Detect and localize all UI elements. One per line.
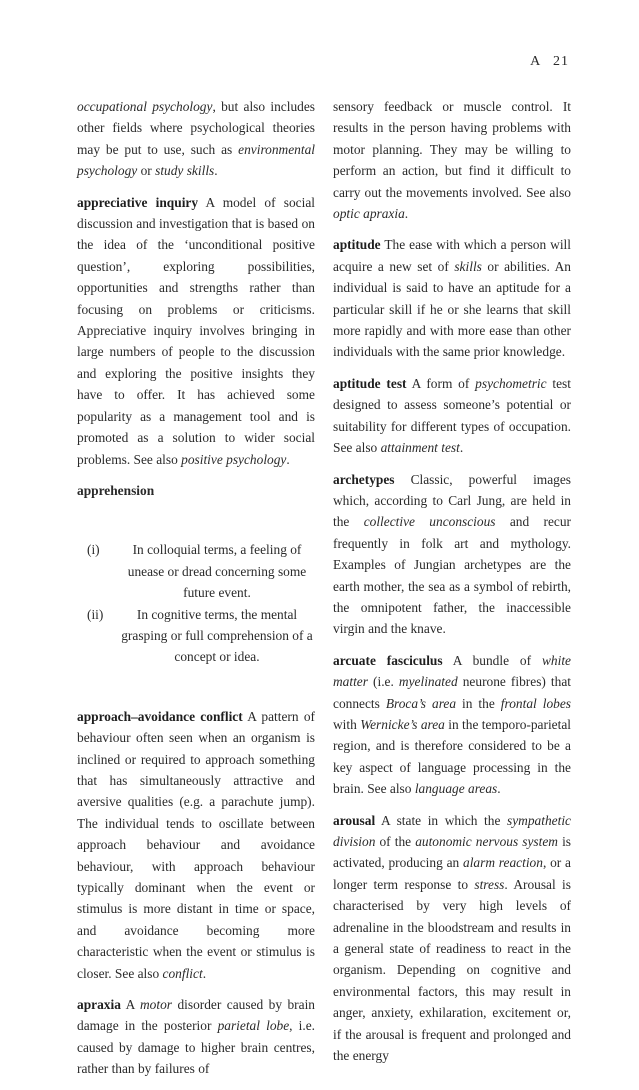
cross-reference: attainment test [380, 440, 460, 456]
definition-text: test designed to assess someone’s potential or suitability for different types of occupation. See also [333, 375, 571, 456]
cross-reference: white matter [333, 652, 571, 690]
definition-text: of the [375, 834, 416, 849]
definition-text: Classic, powerful images which, according to Carl Jung, are held in the [333, 471, 571, 530]
sense-text: In colloquial terms, a feeling of unease or dread concerning some future event. [127, 542, 307, 601]
definition-text: disorder caused by brain damage in the posterior [77, 997, 316, 1034]
definition-text: (i.e. [367, 674, 399, 690]
entry-headword: arousal [333, 812, 376, 828]
dictionary-entry [333, 650, 571, 800]
entry-headword: aptitude [333, 237, 381, 253]
entry-headword: appreciative inquiry [77, 194, 199, 210]
cross-reference: Wernicke’s area [360, 716, 445, 732]
cross-reference: Broca’s area [385, 695, 457, 711]
entry-headword: apprehension [77, 482, 155, 498]
cross-reference: environmental psychology [77, 141, 315, 179]
cross-reference: positive psychology [181, 451, 287, 467]
entry-headword: aptitude test [333, 375, 407, 391]
definition-text: neurone fibres) that connects [333, 674, 572, 711]
definition-text: . [404, 206, 409, 222]
cross-reference: alarm reaction [463, 855, 543, 871]
dictionary-entry [333, 234, 571, 362]
sense-item [77, 539, 315, 603]
cross-reference: occupational psychology [77, 99, 213, 114]
section-letter: A [530, 54, 541, 69]
definition-text: is activated, producing an [333, 834, 572, 871]
running-header [530, 54, 569, 70]
definition-text: . [214, 163, 218, 179]
entry-headword: arcuate fasciculus [333, 652, 443, 668]
definition-text: A [120, 997, 140, 1013]
entry-headword: approach–avoidance conflict [77, 708, 243, 724]
entry-headword: archetypes [333, 471, 395, 487]
dictionary-entry [333, 810, 571, 1067]
dictionary-entry [333, 373, 571, 459]
definition-text: or abilities. An individual is said to have an aptitude for a particular skill if he or she learns that skill more rapidly and with more ease than other individuals with the same prior knowledge. [333, 258, 571, 360]
definition-text: The ease with which a person will acquire a new set of [333, 237, 571, 274]
definition-text: . Arousal is characterised by very high levels of adrenaline in the bloodstream and results in a general state of readiness to react in the organism. Depending on cognitive and environmental factors, this may result in anger, anxiety, exhilaration, excitement or, if the arousal is frequent and prolonged and the energy [333, 876, 571, 1064]
right-column [333, 96, 571, 1076]
definition-text: A model of social discussion and investigation that is based on the idea of the ‘unconditional positive question’, exploring possibilities, opportunities and strengths rather than focusing on problems or criticisms. Appreciative inquiry involves bringing in large numbers of people to the discussion and exploring the positive insights they have to offer. It has achieved some popularity as a management tool and is promoted as a solution to wider social problems. See also [77, 194, 315, 467]
cross-reference: parietal lobe [217, 1018, 290, 1034]
definition-text: in the temporo-parietal region, and is therefore considered to be a key aspect of language processing in the brain. See also [333, 716, 571, 797]
definition-text: in the [456, 695, 501, 711]
dictionary-entry [77, 706, 315, 984]
cross-reference: motor [140, 997, 172, 1013]
definition-text: . [459, 440, 464, 456]
definition-text: . [286, 451, 290, 467]
definition-text: with [333, 716, 361, 732]
dictionary-entry [77, 192, 315, 470]
definition-text: . [202, 965, 207, 981]
cross-reference: conflict [162, 965, 203, 981]
definition-text: , but also includes other fields where psychological theories may be put to use, such as [77, 99, 315, 157]
cross-reference: language areas [414, 781, 498, 797]
sense-item [77, 604, 315, 668]
definition-text: A bundle of [442, 652, 542, 668]
cross-reference: collective unconscious [363, 514, 496, 530]
definition-text: , i.e. caused by damage to higher brain centres, rather than by failures of [77, 1018, 315, 1077]
continued-entry [77, 96, 315, 182]
entry-headword: apraxia [77, 997, 121, 1013]
continued-entry [333, 96, 571, 224]
definition-text: sensory feedback or muscle control. It results in the person having problems with motor planning. They may be willing to perform an action, but find it difficult to carry out the movements involved. See also [333, 99, 571, 200]
cross-reference: sympathetic division [333, 812, 571, 849]
definition-text: A pattern of behaviour often seen when an organism is inclined or required to approach something that has simultaneously attractive and aversive qualities (e.g. a parachute jump). The individual tends to oscillate between approach behaviour and avoidance behaviour, with approach behaviour typically dominant when the event or stimulus is more distant in time or space, and avoidance becoming more characteristic when the event or stimulus is closer. See also [77, 708, 315, 981]
cross-reference: stress [474, 876, 505, 892]
cross-reference: skills [454, 258, 482, 274]
sense-number: (ii) [87, 606, 104, 622]
definition-text: , or a longer term response to [333, 855, 571, 892]
dictionary-entry [77, 994, 315, 1080]
definition-text: A state in which the [375, 812, 508, 828]
sense-text: In cognitive terms, the mental grasping or full comprehension of a concept or idea. [121, 606, 313, 665]
cross-reference: autonomic nervous system [415, 834, 558, 849]
cross-reference: optic apraxia [333, 206, 405, 222]
cross-reference: study skills [155, 163, 215, 179]
definition-text: or [137, 163, 156, 179]
cross-reference: myelinated [398, 674, 458, 690]
definition-text: . [497, 781, 501, 797]
sense-list [77, 539, 315, 667]
cross-reference: psychometric [475, 375, 547, 391]
dictionary-entry [333, 469, 571, 640]
left-column [77, 96, 315, 1090]
sense-number: (i) [87, 542, 100, 558]
definition-text: A form of [406, 375, 476, 391]
definition-text: and recur frequently in folk art and mythology. Examples of Jungian archetypes are the earth mother, the sea as a symbol of rebirth, the omnipotent father, the inaccessible virgin and the knave. [333, 514, 571, 637]
cross-reference: frontal lobes [500, 695, 571, 711]
page-number: 21 [553, 54, 569, 69]
